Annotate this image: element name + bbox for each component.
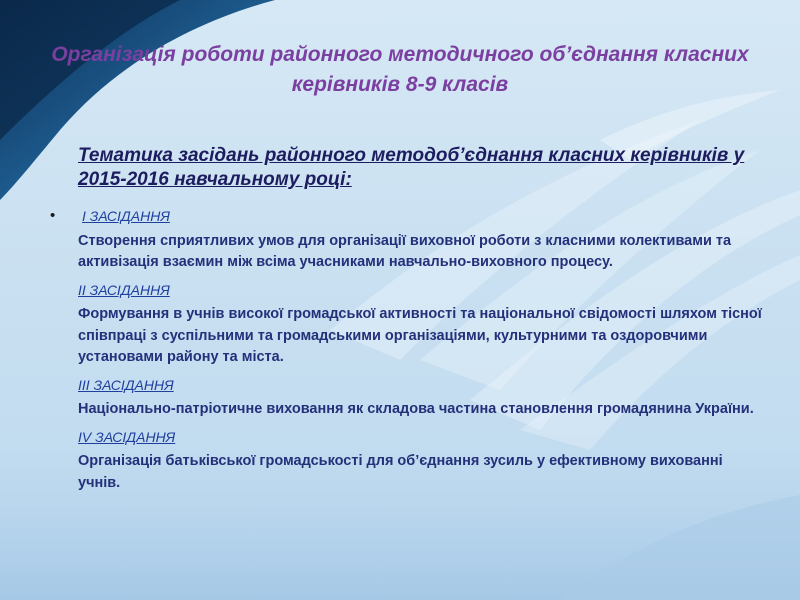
session-text: Національно-патріотичне виховання як складова частина становлення громадянина України. <box>78 401 754 417</box>
session-label: І ЗАСІДАННЯ <box>82 208 170 224</box>
session-label: IV ЗАСІДАННЯ <box>78 428 176 445</box>
session-label: ІІ ЗАСІДАННЯ <box>78 281 170 298</box>
bullet-point: • <box>50 207 56 224</box>
session-text: Створення сприятливих умов для організації виховної роботи з класними колективами та активізація взаємин між всіма учасниками навчально-виховного процесу. <box>78 232 732 270</box>
session-text: Організація батьківської громадськості для об’єднання зусиль у ефективному вихованні учнів. <box>78 453 723 491</box>
sessions-list <box>48 206 768 500</box>
session-text: Формування в учнів високої громадської активності та національної свідомості шляхом тісної співпраці з суспільними та громадськими організаціями, культурними та оздоровчими установами району та міста. <box>78 306 762 365</box>
slide-subtitle: Тематика засідань районного методоб’єднання класних керівників у 2015-2016 навчальному році: <box>78 145 745 190</box>
session-label: ІІІ ЗАСІДАННЯ <box>78 376 174 393</box>
slide-title: Організація роботи районного методичного об’єднання класних керівників 8-9 класів <box>51 43 749 96</box>
